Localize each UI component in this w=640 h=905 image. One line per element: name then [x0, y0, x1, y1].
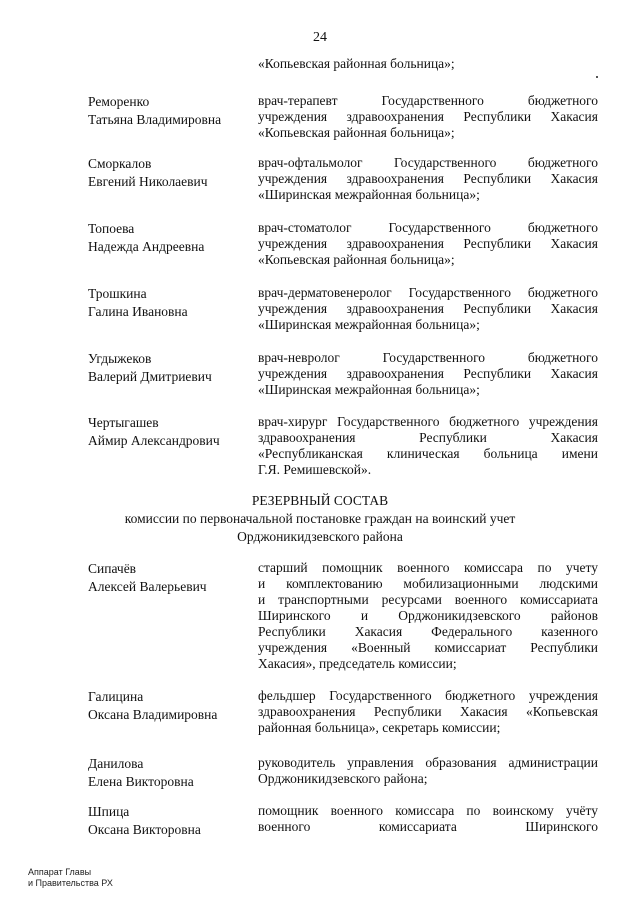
member-position: старший помощник военного комиссара по учету и комплектованию мобилизационными людскими и транспортными ресурсами военного комиссариата Ширинского и Орджоникидзевского районов Республики Хакасия Федерального казенного учреждения «Военный комиссариат Республики Хакасия», председатель комиссии; — [258, 560, 598, 671]
reserve-title: РЕЗЕРВНЫЙ СОСТАВ — [251, 493, 389, 508]
member-position: врач-дерматовенеролог Государственного бюджетного учреждения здравоохранения Республики Хакасия «Ширинская межрайонная больница»; — [258, 285, 598, 332]
member-name: Чертыгашев Аймир Александрович — [88, 415, 220, 448]
scan-speck — [596, 76, 598, 78]
member-position: врач-стоматолог Государственного бюджетного учреждения здравоохранения Республики Хакасия «Копьевская районная больница»; — [258, 220, 598, 267]
page-number: 24 — [313, 30, 327, 45]
member-position: врач-невролог Государственного бюджетного учреждения здравоохранения Республики Хакасия «Ширинская межрайонная больница»; — [258, 350, 598, 397]
member-name: Данилова Елена Викторовна — [88, 756, 194, 789]
member-name: Реморенко Татьяна Владимировна — [88, 94, 222, 127]
office-stamp: Аппарат Главы и Правительства РХ — [28, 867, 113, 888]
reserve-subtitle: Орджоникидзевского района — [237, 529, 403, 544]
member-position: руководитель управления образования администрации Орджоникидзевского района; — [258, 755, 598, 786]
member-name: Трошкина Галина Ивановна — [88, 286, 188, 319]
member-name: Сморкалов Евгений Николаевич — [88, 156, 208, 189]
member-position: помощник военного комиссара по воинскому учёту военного комиссариата Ширинского — [258, 803, 598, 834]
member-position: врач-терапевт Государственного бюджетного учреждения здравоохранения Республики Хакасия «Копьевская районная больница»; — [258, 93, 598, 140]
member-name: Шпица Оксана Викторовна — [88, 804, 201, 837]
reserve-section-heading — [0, 492, 640, 546]
member-name: Угдыжеков Валерий Дмитриевич — [88, 351, 212, 384]
member-position: врач-офтальмолог Государственного бюджетного учреждения здравоохранения Республики Хакасия «Ширинская межрайонная больница»; — [258, 155, 598, 202]
member-name: Сипачёв Алексей Валерьевич — [88, 561, 207, 594]
continuation-text: «Копьевская районная больница»; — [258, 56, 455, 71]
reserve-subtitle: комиссии по первоначальной постановке граждан на воинский учет — [124, 511, 516, 526]
member-position: врач-хирург Государственного бюджетного учреждения здравоохранения Республики Хакасия «Республиканская клиническая больница имени Г.Я. Ремишевской». — [258, 414, 598, 477]
member-name: Галицина Оксана Владимировна — [88, 689, 218, 722]
member-name: Топоева Надежда Андреевна — [88, 221, 205, 254]
member-position: фельдшер Государственного бюджетного учреждения здравоохранения Республики Хакасия «Копьевская районная больница», секретарь комиссии; — [258, 688, 598, 735]
